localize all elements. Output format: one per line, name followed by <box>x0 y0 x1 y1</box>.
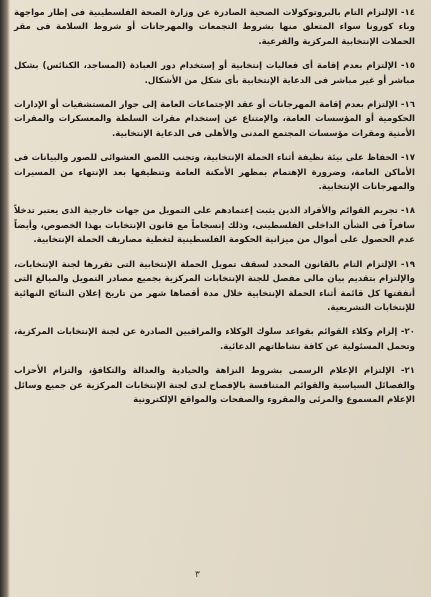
clause-text: ١٩- الإلتزام التام بالقانون المحدد لسقف تمويل الحملة الإنتخابية التى تقررها لجنة الإنتخابات، والإلتزام بتقديم بيان مالى مفصل للجنة الإنتخابات المركزية بجميع مصادر التمويل والمبالغ التى أنفقتها كل قائمة أثناء الحملة الإنتخابية خلال مدة أقصاها شهر من تاريخ إعلان النتائج النهائية للإنتخابات التشريعية. <box>14 259 415 313</box>
clause-text: ١٦- الإلتزام بعدم إقامة المهرجانات أو عقد الإجتماعات العامة إلى جوار المستشفيات أو الإدارات الحكومية أو المؤسسات العامة، والإمتناع عن إستخدام مقرات السلطة والمعسكرات والمقرات الأمنية ومقرات مؤسسات المجتمع المدنى والأهلى فى الدعاية الإنتخابية. <box>14 100 415 139</box>
page-number: ٣ <box>195 570 200 580</box>
clause-text: ١٤- الإلتزام التام بالبروتوكولات الصحية الصادرة عن وزارة الصحة الفلسطينية فى إطار مواجهة وباء كورونا سواء المتعلق منها بشروط التجمعات والمهرجانات أو شروط السلامة فى مقر الحملات الإنتخابية المركزية والفرعية. <box>14 8 415 47</box>
clause-text: ١٧- الحفاظ على بيئة نظيفة أثناء الحملة الإنتخابية، وتجنب اللصق العشوائى للصور والبيانات فى الأماكن العامة، وضرورة الإهتمام بمظهر الأمكنة العامة وتنظيفها بعد الإنتهاء من المسيرات والمهرجانات الإنتخابية. <box>14 153 415 193</box>
clause-text: ٢٠- إلزام وكلاء القوائم بقواعد سلوك الوكلاء والمراقبين الصادرة عن لجنة الإنتخابات المركزية، وتحمل المسئولية عن كافة نشاطاتهم الدعائية. <box>14 327 415 352</box>
clause-text: ٢١- الإلتزام الإعلام الرسمى بشروط النزاهة والحيادية والعدالة والتكافؤ، والتزام الأحزاب والفصائل السياسية والقوائم المتنافسة بالإفصاح لدى لجنة الإنتخابات المركزية عن جميع وسائل الإعلام المسموع والمرئى والمقروء والصفحات والمواقع الإلكترونية <box>14 366 415 405</box>
clause-17 <box>14 151 415 194</box>
clause-18 <box>14 204 415 247</box>
clause-21 <box>14 364 415 407</box>
clause-19 <box>14 258 415 316</box>
clause-16 <box>14 98 415 141</box>
clause-text: ١٨- تجريم القوائم والأفراد الذين يثبت إعتمادهم على التمويل من جهات خارجية الذى يعتبر تدخلاً سافراً فى الشأن الداخلى الفلسطينى، وذلك إنسجاماً مع قانون الإنتخابات بهذا الخصوص، وأيضاً عدم الحصول على أموال من ميزانية الحكومة الفلسطينية لتغطية مصاريف الحملة الإنتخابية. <box>14 206 415 246</box>
clause-14 <box>14 6 415 49</box>
page-fold-shadow <box>0 0 10 597</box>
clause-20 <box>14 325 415 354</box>
clause-15 <box>14 59 415 88</box>
clause-text: ١٥- الإلتزام بعدم إقامة أى فعاليات إنتخابية أو إستخدام دور العبادة (المساجد، الكنائس) بشكل مباشر أو غير مباشر فى الدعاية الإنتخابية بأى شكل من الأشكال. <box>14 61 415 86</box>
